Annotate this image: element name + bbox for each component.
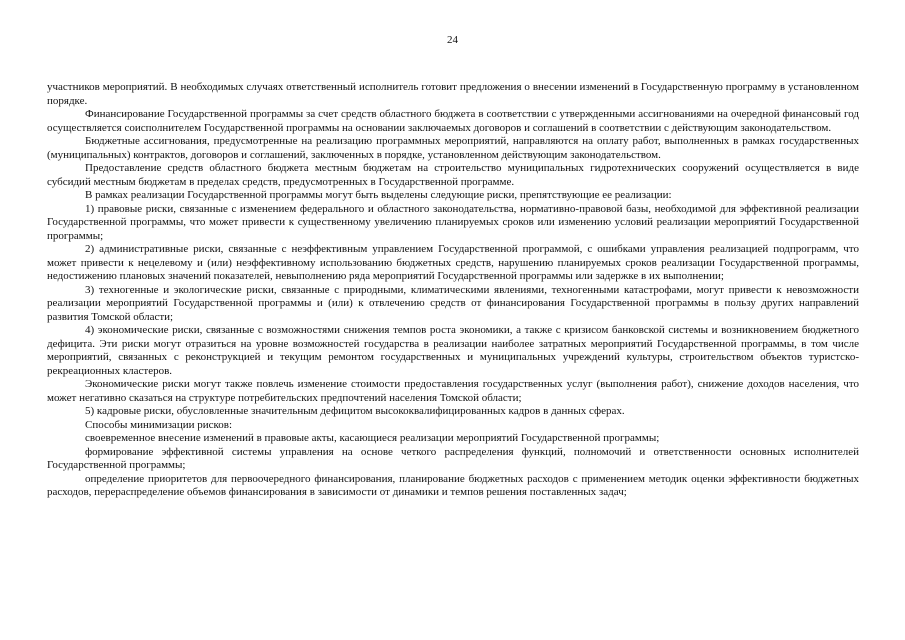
paragraph: Финансирование Государственной программы за счет средств областного бюджета в соответствии с утвержденными ассигнованиями на очередной финансовый год осуществляется соисполнителем Государственной программы на основании заключаемых договоров и соглашений в соответствии с действующим законодательством.	[47, 108, 859, 134]
list-item: формирование эффективной системы управления на основе четкого распределения функций, полномочий и ответственности основных исполнителей Государственной программы;	[47, 445, 859, 471]
page-number: 24	[447, 34, 458, 46]
paragraph: Экономические риски могут также повлечь изменение стоимости предоставления государственных услуг (выполнения работ), снижение доходов населения, что может негативно сказаться на структуре потребительских предпочтений населения Томской области;	[47, 378, 859, 404]
paragraph: участников мероприятий. В необходимых случаях ответственный исполнитель готовит предложения о внесении изменений в Государственную программу в установленном порядке.	[47, 81, 859, 107]
paragraph: В рамках реализации Государственной программы могут быть выделены следующие риски, препятствующие ее реализации:	[85, 189, 672, 201]
list-item: 1) правовые риски, связанные с изменением федерального и областного законодательства, нормативно-правовой базы, необходимой для эффективной реализации Государственной программы, что может привести к существенному увеличению планируемых сроков или изменению условий реализации мероприятий Государственной программы;	[47, 202, 859, 242]
list-item: 3) техногенные и экологические риски, связанные с природными, климатическими явлениями, техногенными катастрофами, могут привести к невозможности реализации мероприятий Государственной программы и (или) к отвлечению средств от финансирования Государственной программы в пользу других направлений развития Томской области;	[47, 283, 859, 323]
list-item: 2) административные риски, связанные с неэффективным управлением Государственной программой, с ошибками управления реализацией подпрограмм, что может привести к нецелевому и (или) неэффективному использованию бюджетных средств, нарушению планируемых сроков реализации Государственной программы, недостижению плановых значений показателей, невыполнению ряда мероприятий Государственной программы или задержке в их выполнении;	[47, 243, 859, 282]
list-item: определение приоритетов для первоочередного финансирования, планирование бюджетных расходов с применением методик оценки эффективности бюджетных расходов, перераспределение объемов финансирования в зависимости от динамики и темпов решения поставленных задач;	[47, 472, 859, 498]
list-item: 5) кадровые риски, обусловленные значительным дефицитом высококвалифицированных кадров в данных сферах.	[85, 405, 625, 417]
list-item: 4) экономические риски, связанные с возможностями снижения темпов роста экономики, а также с кризисом банковской системы и возникновением бюджетного дефицита. Эти риски могут отразиться на уровне возможностей государства в реализации наиболее затратных мероприятий Государственной программы, в том числе мероприятий, связанных с реконструкцией и текущим ремонтом государственных и муниципальных учреждений культуры, строительством объектов туристско-рекреационных кластеров.	[47, 324, 859, 377]
list-item: своевременное внесение изменений в правовые акты, касающиеся реализации мероприятий Государственной программы;	[85, 432, 660, 444]
paragraph: Способы минимизации рисков:	[85, 418, 233, 431]
paragraph: Предоставление средств областного бюджета местным бюджетам на строительство муниципальных гидротехнических сооружений осуществляется в виде субсидий местным бюджетам в пределах средств, предусмотренных в Государственной программе.	[47, 162, 859, 188]
document-body	[47, 81, 859, 500]
paragraph: Бюджетные ассигнования, предусмотренные на реализацию программных мероприятий, направляются на оплату работ, выполненных в рамках государственных (муниципальных) контрактов, договоров и соглашений, заключенных в порядке, установленном действующим законодательством.	[47, 135, 859, 161]
